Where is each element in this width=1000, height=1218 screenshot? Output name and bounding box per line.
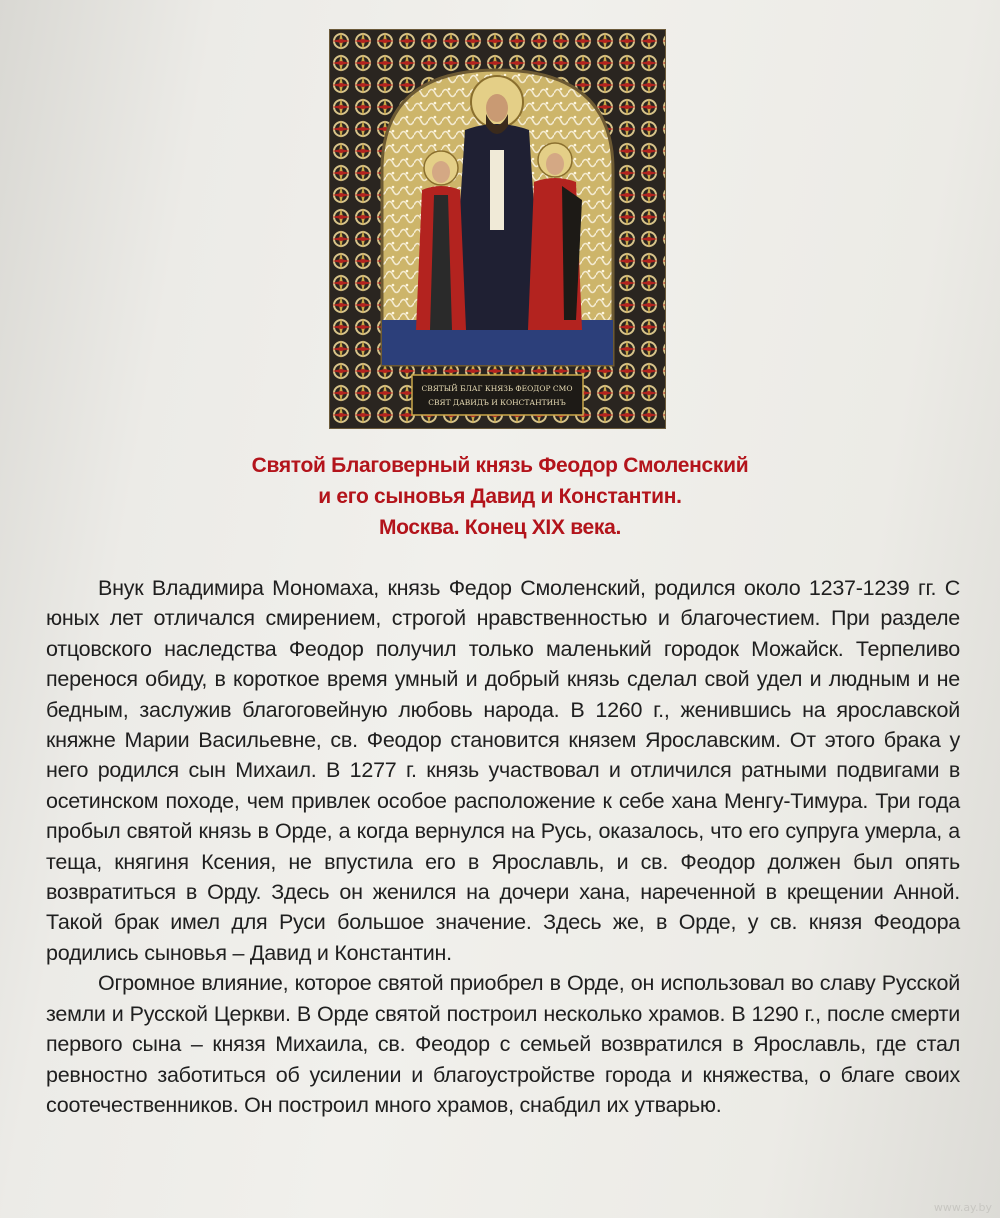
paragraph-1: Внук Владимира Мономаха, князь Федор Смоленский, родился около 1237-1239 гг. С юных лет отличался смирением, строгой нравственностью и благочестием. При разделе отцовского наследства Феодор получил только маленький городок Можайск. Терпеливо перенося обиду, в короткое время умный и добрый князь сделал свой удел и людным и не бедным, заслужив благоговейную любовь народа. В 1260 г., женившись на ярославской княжне Марии Васильевне, св. Феодор становится князем Ярославским. От этого брака у него родился сын Михаил. В 1277 г. князь участвовал и отличился ратными подвигами в осетинском походе, чем привлек особое расположение к себе хана Менгу-Тимура. Три года пробыл святой князь в Орде, а когда вернулся на Русь, оказалось, что его супруга умерла, а теща, княгиня Ксения, не впустила его в Ярославль, и св. Феодор должен был опять возвратиться в Орду. Здесь он женился на дочери хана, нареченной в крещении Анной. Такой брак имел для Руси большое значение. Здесь же, в Орде, у св. князя Феодора родились сыновья – Давид и Константин. (46, 576, 960, 965)
icon-inscription-line1: СВЯТЫЙ БЛАГ КНЯЗЬ ФЕОДОР СМО (421, 384, 573, 393)
icon-image (330, 30, 665, 428)
caption-line3: Москва. Конец XIX века. (378, 516, 622, 539)
paragraph-2: Огромное влияние, которое святой приобрел в Орде, он использовал во славу Русской земли и Русской Церкви. В Орде святой построил несколько храмов. В 1290 г., после смерти первого сына – князя Михаила, св. Феодор с семьей возвратился в Ярославль, где стал ревностно заботиться об усилении и благоустройстве города и княжества, о благе своих соотечественников. Он построил много храмов, снабдил их утварью. (46, 971, 960, 1117)
watermark: www.ay.by (933, 1201, 992, 1214)
caption-line1: Святой Благоверный князь Феодор Смоленский (251, 454, 749, 477)
caption-line2: и его сыновья Давид и Константин. (318, 485, 682, 508)
icon-inscription-line2: СВЯТ ДАВИДЪ И КОНСТАНТИНЪ (428, 398, 566, 407)
body-text (46, 573, 960, 1120)
icon-painting (330, 30, 665, 428)
caption (180, 450, 820, 543)
